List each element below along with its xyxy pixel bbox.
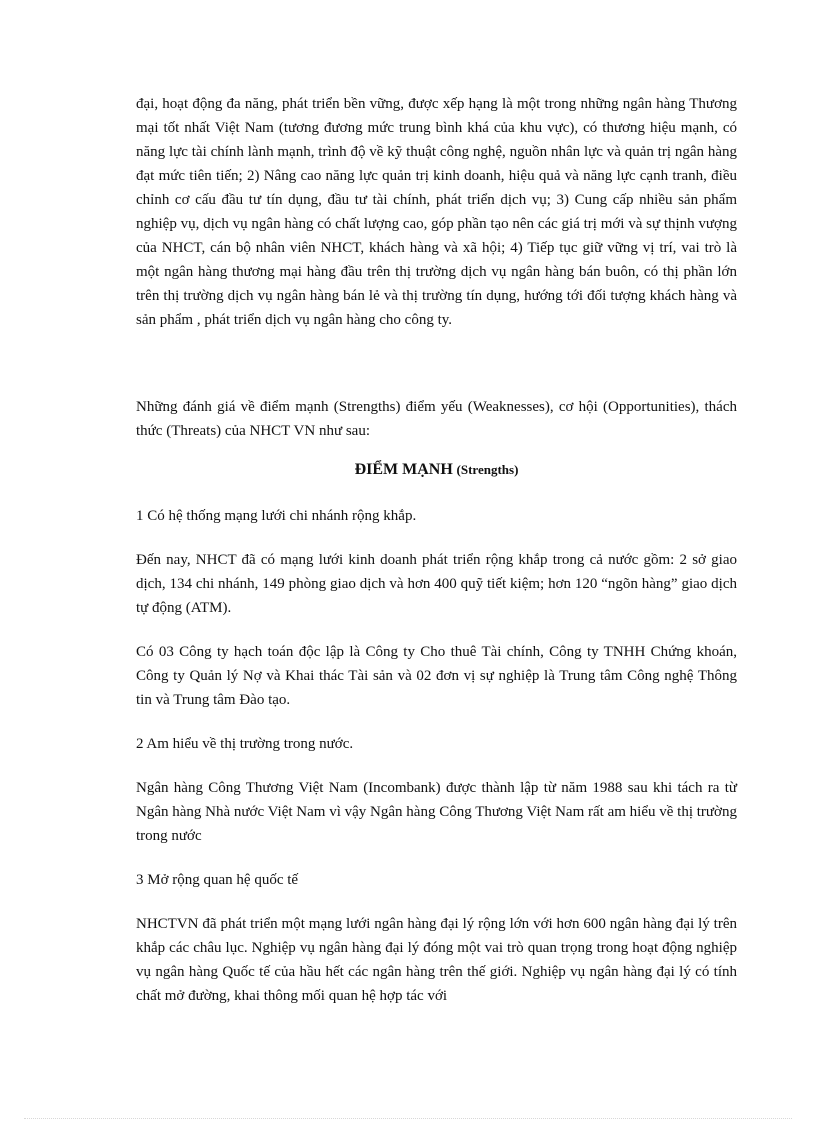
point-3-body: NHCTVN đã phát triển một mạng lưới ngân hàng đại lý rộng lớn với hơn 600 ngân hàng đại lý trên khắp các châu lục. Nghiệp vụ ngân hàng đại lý đóng một vai trò quan trọng trong hoạt động nghiệp vụ ngân hàng Quốc tế của hầu hết các ngân hàng trên thế giới. Nghiệp vụ ngân hàng đại lý có tính chất mở đường, khai thông mối quan hệ hợp tác với [136,916,737,1004]
document-body [136,92,737,1008]
point-1-title: 1 Có hệ thống mạng lưới chi nhánh rộng khắp. [136,508,417,524]
swot-lead-paragraph: Những đánh giá về điểm mạnh (Strengths) điểm yếu (Weaknesses), cơ hội (Opportunities), thách thức (Threats) của NHCT VN như sau: [136,399,737,439]
point-2-body: Ngân hàng Công Thương Việt Nam (Incombank) được thành lập từ năm 1988 sau khi tách ra từ Ngân hàng Nhà nước Việt Nam vì vậy Ngân hàng Công Thương Việt Nam rất am hiểu về thị trường trong nước [136,780,737,844]
point-1-body-a: Đến nay, NHCT đã có mạng lưới kinh doanh phát triển rộng khắp trong cả nước gồm: 2 sở giao dịch, 134 chi nhánh, 149 phòng giao dịch và hơn 400 quỹ tiết kiệm; hơn 120 “ngõn hàng” giao dịch tự động (ATM). [136,552,737,616]
point-2-title: 2 Am hiểu về thị trường trong nước. [136,736,354,752]
point-3-title: 3 Mở rộng quan hệ quốc tế [136,872,299,888]
point-1-body-b: Có 03 Công ty hạch toán độc lập là Công ty Cho thuê Tài chính, Công ty TNHH Chứng khoán, Công ty Quản lý Nợ và Khai thác Tài sản và 02 đơn vị sự nghiệp là Trung tâm Công nghệ Thông tin và Trung tâm Đào tạo. [136,644,737,708]
section-heading-main: ĐIỂM MẠNH [354,461,453,478]
intro-paragraph: đại, hoạt động đa năng, phát triển bền vững, được xếp hạng là một trong những ngân hàng Thương mại tốt nhất Việt Nam (tương đương mức trung bình khá của khu vực), có thương hiệu mạnh, có năng lực tài chính lành mạnh, trình độ về kỹ thuật công nghệ, nguồn nhân lực và quản trị ngân hàng đạt mức tiên tiến; 2) Nâng cao năng lực quản trị kinh doanh, hiệu quả và năng lực cạnh tranh, điều chỉnh cơ cấu đầu tư tín dụng, đầu tư tài chính, phát triển dịch vụ; 3) Cung cấp nhiều sản phẩm nghiệp vụ, dịch vụ ngân hàng có chất lượng cao, góp phần tạo nên các giá trị mới và sự thịnh vượng của NHCT, cán bộ nhân viên NHCT, khách hàng và xã hội; 4) Tiếp tục giữ vững vị trí, vai trò là một ngân hàng thương mại hàng đầu trên thị trường dịch vụ ngân hàng bán buôn, có thị phần lớn trên thị trường dịch vụ ngân hàng bán lẻ và thị trường tín dụng, hướng tới đối tượng khách hàng và sản phẩm , phát triển dịch vụ ngân hàng cho công ty. [136,96,737,328]
section-heading [136,456,737,484]
page-bottom-rule [24,1118,792,1119]
section-heading-sub: (Strengths) [456,462,519,477]
